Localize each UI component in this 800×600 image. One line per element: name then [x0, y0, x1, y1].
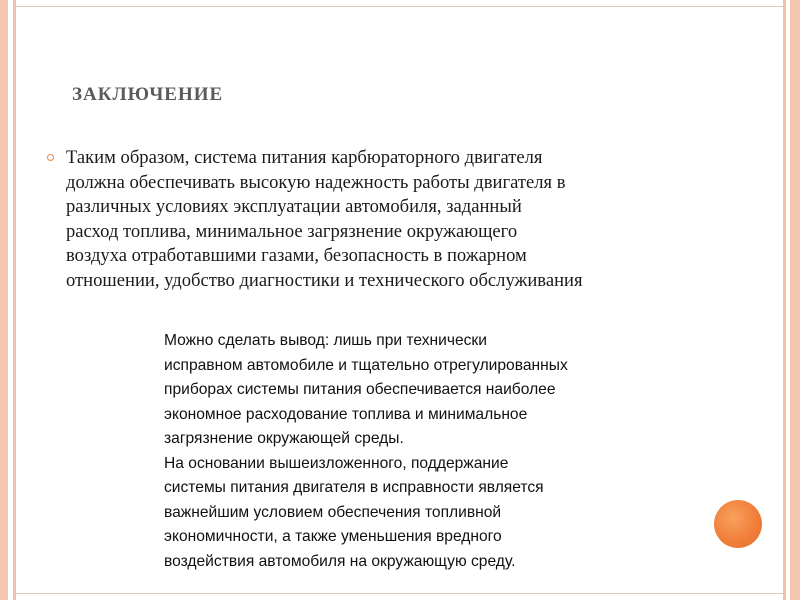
bullet-text: Таким образом, система питания карбюраторного двигателя должна обеспечивать высокую надежность работы двигателя в различных условиях эксплуатации автомобиля, заданный расход топлива, минимальное загрязнение окружающего воздуха отработавшими газами, безопасность в пожарном отношении, удобство диагностики и технического обслуживания	[66, 147, 583, 291]
top-border-line	[16, 6, 783, 7]
conclusion-block	[164, 329, 704, 574]
bottom-border-line	[16, 593, 783, 594]
conclusion-paragraph-2: На основании вышеизложенного, поддержание системы питания двигателя в исправности является важнейшим условием обеспечения топливной экономичности, а также уменьшения вредного воздействия автомобиля на окружающую среду.	[164, 454, 544, 570]
bullet-circle-icon	[47, 154, 54, 161]
decorative-orange-circle	[714, 500, 762, 548]
left-border-line	[13, 0, 16, 600]
right-border-line	[783, 0, 786, 600]
conclusion-paragraph-1: Можно сделать вывод: лишь при технически исправном автомобиле и тщательно отрегулированных приборах системы питания обеспечивается наиболее экономное расходование топлива и минимальное загрязнение окружающей среды.	[164, 332, 568, 447]
left-border-stripe	[0, 0, 8, 600]
slide-title: ЗАКЛЮЧЕНИЕ	[72, 84, 224, 105]
right-border-stripe	[790, 0, 800, 600]
